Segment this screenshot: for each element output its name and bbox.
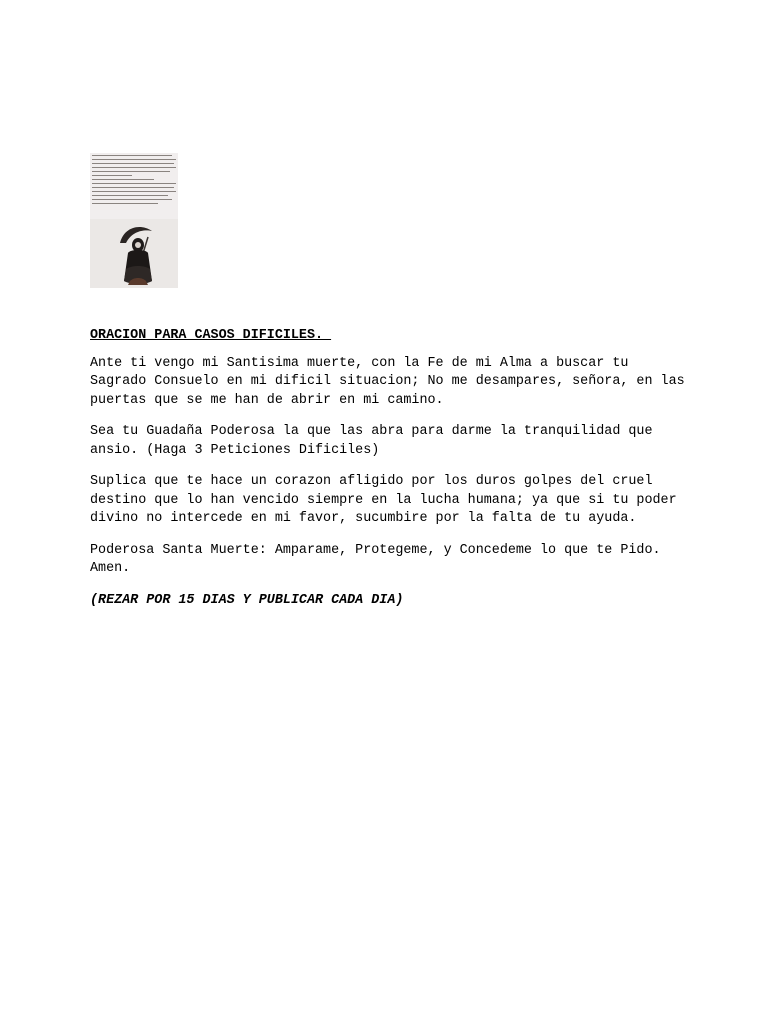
paragraph-2: Sea tu Guadaña Poderosa la que las abra para darme la tranquilidad que ansio. (Haga 3 Peticiones Dificiles) <box>90 424 653 458</box>
document-title: ORACION PARA CASOS DIFICILES. <box>90 328 332 343</box>
paragraph-3: Suplica que te hace un corazon afligido por los duros golpes del cruel destino que lo han vencido siempre en la lucha humana; ya que si tu poder divino no intercede en mi favor, sucumbire por la falta de tu ayuda. <box>90 474 677 526</box>
santa-muerte-figure-icon <box>90 219 178 288</box>
prayer-card-image <box>90 153 178 288</box>
prayer-text <box>90 327 690 610</box>
closing-instruction: (REZAR POR 15 DIAS Y PUBLICAR CADA DIA) <box>90 592 404 608</box>
paragraph-1: Ante ti vengo mi Santisima muerte, con la Fe de mi Alma a buscar tu Sagrado Consuelo en mi dificil situacion; No me desampares, señora, en las puertas que se me han de abrir en mi camino. <box>90 355 685 408</box>
prayer-card-text-block <box>92 155 176 207</box>
paragraph-4: Poderosa Santa Muerte: Amparame, Protegeme, y Concedeme lo que te Pido. Amen. <box>90 542 661 576</box>
